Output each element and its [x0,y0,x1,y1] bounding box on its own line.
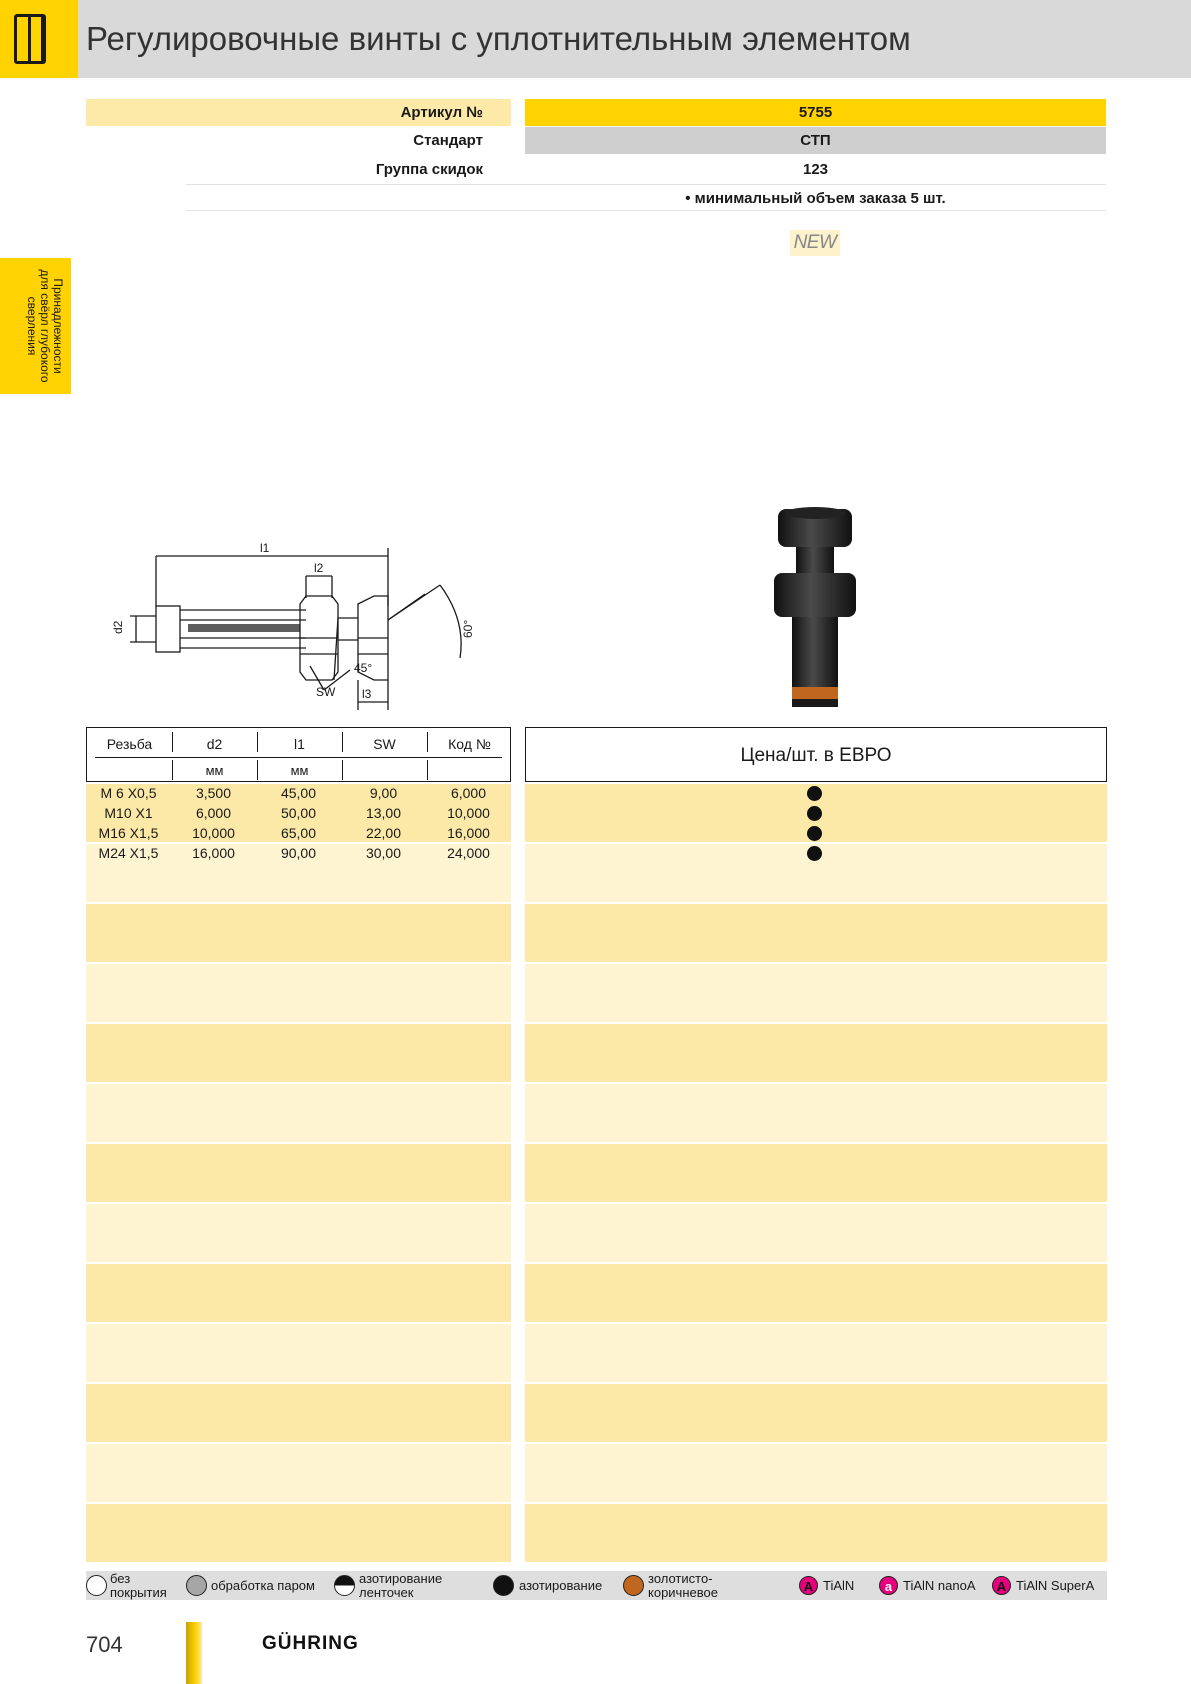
info-row-standard: Стандарт СТП [86,127,1106,154]
svg-text:l1: l1 [260,541,270,555]
side-tab-label: Принадлежности для свёрл глубокого сверления [25,269,65,383]
drill-logo-icon [0,0,78,78]
availability-dot [807,846,822,861]
svg-text:l3: l3 [362,687,372,701]
gold-brown-icon [623,1575,644,1596]
svg-text:60°: 60° [461,619,475,638]
band [525,964,1107,1022]
coating-legend: без покрытия обработка паром азотирование ленточек азотирование золотисто- коричневое A TiAlN a TiAlN nanoA A TiAlN SuperA [86,1571,1107,1600]
band [86,1504,511,1562]
band [86,1204,511,1262]
availability-dot [807,786,822,801]
band [525,1444,1107,1502]
info-row-min-order: • минимальный объем заказа 5 шт. [186,184,1106,211]
band [525,1324,1107,1382]
band [86,1444,511,1502]
page-title: Регулировочные винты с уплотнительным элементом [86,20,911,57]
table-row: M24 X1,5 16,000 90,00 30,00 24,000 [98,845,490,861]
band [86,904,511,962]
page-header [0,0,1191,78]
uncoated-icon [86,1575,107,1596]
nitriding-icon [493,1575,514,1596]
svg-text:d2: d2 [111,620,125,634]
tialn-super-icon: A [992,1576,1011,1595]
band [525,1144,1107,1202]
spec-table-header: Резьба d2 l1 SW Код № мм мм [86,727,511,782]
technical-drawing [110,540,500,720]
band [525,1204,1107,1262]
band [86,1024,511,1082]
table-row: M 6 X0,5 3,500 45,00 9,00 6,000 [100,785,487,801]
availability-dot [807,806,822,821]
table-row: M16 X1,5 10,000 65,00 22,00 16,000 [98,825,490,841]
svg-text:SW: SW [316,685,336,699]
band [525,904,1107,962]
band [86,1264,511,1322]
section-side-tab[interactable] [0,258,71,394]
band [86,1384,511,1442]
tialn-nano-icon: a [879,1576,898,1595]
svg-text:45°: 45° [354,661,373,675]
product-photo [770,505,860,715]
steam-icon [186,1575,207,1596]
price-column-header: Цена/шт. в ЕВРО [525,727,1107,782]
availability-dot [807,826,822,841]
table-row: M10 X1 6,000 50,00 13,00 10,000 [104,805,490,821]
info-row-article: Артикул № 5755 [86,99,1106,126]
band [86,1324,511,1382]
page-number: 704 [86,1632,123,1657]
band [86,964,511,1022]
strip-nitriding-icon [334,1575,355,1596]
svg-text:l2: l2 [314,561,324,575]
band [86,1144,511,1202]
band [525,1504,1107,1562]
tialn-icon: A [799,1576,818,1595]
info-row-discount-group: Группа скидок 123 [375,161,829,178]
band [525,1024,1107,1082]
band [525,1264,1107,1322]
brand-logo: GÜHRING [262,1633,359,1654]
footer-accent-bar [186,1622,202,1684]
new-badge: NEW [790,230,840,256]
band [525,1384,1107,1442]
band [86,1084,511,1142]
band [525,1084,1107,1142]
